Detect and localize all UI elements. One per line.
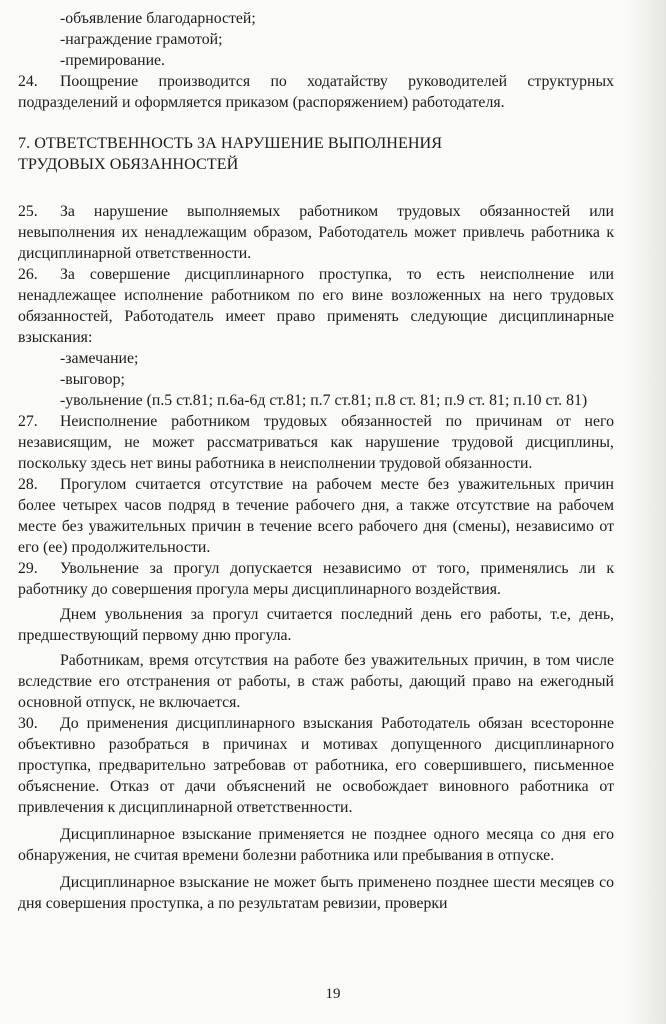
paragraph-number: 30. — [18, 715, 38, 732]
paragraph-text: Неисполнение работником трудовых обязанностей по причинам от него независящим, не может рассматриваться как нарушение трудовой дисциплины, поскольку здесь нет вины работника в неисполнении трудовой обязанности. — [18, 413, 614, 472]
paragraph: Работникам, время отсутствия на работе без уважительных причин, в том числе вследствие его отстранения от работы, в стаж работы, дающий право на ежегодный основной отпуск, не включается. — [18, 652, 614, 711]
paragraph-number: 25. — [18, 203, 38, 220]
section-heading — [18, 133, 614, 175]
document-body — [18, 8, 614, 914]
paragraph-number: 28. — [18, 476, 38, 493]
paragraph-28 — [18, 474, 614, 558]
paragraph-text: За совершение дисциплинарного проступка, то есть неисполнение или ненадлежащее исполнение работником по его вине возложенных на него трудовых обязанностей, Работодатель имеет право применять следующие дисциплинарные взыскания: — [18, 266, 614, 346]
list-item: -замечание; — [60, 350, 139, 367]
list-item: -объявление благодарностей; — [60, 10, 256, 27]
paragraph-29 — [18, 558, 614, 600]
paragraph: Дисциплинарное взыскание не может быть применено позднее шести месяцев со дня совершения проступка, а по результатам ревизии, проверки — [18, 874, 614, 912]
paragraph-26 — [18, 264, 614, 348]
paragraph-number: 24. — [18, 73, 38, 90]
paragraph-25 — [18, 201, 614, 264]
section-title-line1: 7. ОТВЕТСТВЕННОСТЬ ЗА НАРУШЕНИЕ ВЫПОЛНЕНИЯ — [18, 134, 443, 152]
paragraph-text: Поощрение производится по ходатайству руководителей структурных подразделений и оформляется приказом (распоряжением) работодателя. — [18, 73, 614, 111]
list-item: -награждение грамотой; — [60, 31, 223, 48]
paragraph-text: Прогулом считается отсутствие на рабочем месте без уважительных причин более четырех часов подряд в течение рабочего дня, а также отсутствие на рабочем месте без уважительных причин в течение всего рабочего дня (смены), независимо от его (ее) продолжительности. — [18, 476, 614, 556]
paragraph-number: 27. — [18, 413, 38, 430]
page-number: 19 — [325, 986, 341, 1002]
paragraph: Днем увольнения за прогул считается последний день его работы, т.е, день, предшествующий первому дню прогула. — [18, 606, 614, 644]
paragraph-text: До применения дисциплинарного взыскания Работодатель обязан всесторонне объективно разобраться в причинах и мотивах допущенного дисциплинарного проступка, предварительно затребовав от работника, его совершившего, письменное объяснение. Отказ от дачи объяснений не освобождает виновного работника от привлечения к дисциплинарной ответственности. — [18, 715, 614, 816]
paragraph-number: 26. — [18, 266, 38, 283]
paragraph-text: За нарушение выполняемых работником трудовых обязанностей или невыполнения их ненадлежащим образом, Работодатель может привлечь работника к дисциплинарной ответственности. — [18, 203, 614, 262]
list-item: -выговор; — [60, 371, 125, 388]
list-item: -премирование. — [60, 52, 166, 69]
paragraph-30 — [18, 713, 614, 818]
list-item: -увольнение (п.5 ст.81; п.6а-6д ст.81; п.7 ст.81; п.8 ст. 81; п.9 ст. 81; п.10 ст. 81) — [60, 392, 588, 409]
paragraph: Дисциплинарное взыскание применяется не позднее одного месяца со дня его обнаружения, не считая времени болезни работника или пребывания в отпуске. — [18, 826, 614, 864]
paragraph-27 — [18, 411, 614, 474]
paragraph-text: Увольнение за прогул допускается независимо от того, применялись ли к работнику до совершения прогула меры дисциплинарного воздействия. — [18, 560, 614, 598]
paragraph-number: 29. — [18, 560, 38, 577]
scan-shadow — [626, 0, 666, 1024]
section-title-line2: ТРУДОВЫХ ОБЯЗАННОСТЕЙ — [18, 155, 239, 173]
paragraph-24 — [18, 71, 614, 113]
